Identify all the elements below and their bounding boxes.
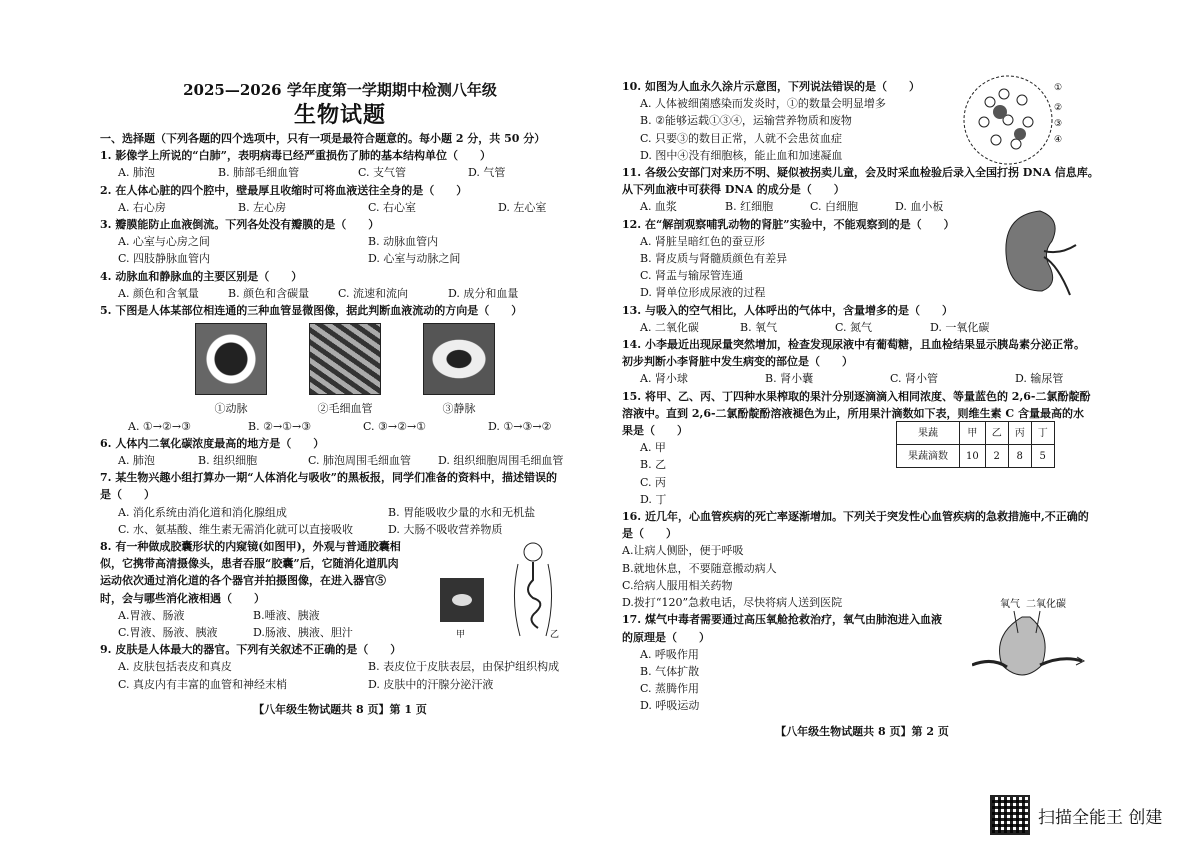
q11-option-a: A. 血浆: [640, 200, 677, 214]
white-cell: [993, 105, 1007, 119]
table-cell: 2: [985, 445, 1008, 468]
q7-options-row1: [100, 504, 580, 521]
q6-option-b: B. 组织细胞: [198, 454, 258, 468]
q15-option-a: A. 甲: [640, 441, 666, 455]
q6-option-d: D. 组织细胞周围毛细血管: [438, 454, 564, 468]
q17-option-b: B. 气体扩散: [640, 664, 700, 678]
q17-option-c: C. 蒸腾作用: [640, 682, 700, 696]
q14-option-c: C. 肾小管: [890, 372, 939, 386]
q13-options: [622, 319, 1102, 336]
q11-option-d: D. 血小板: [895, 200, 944, 214]
q16-option-d: D.拨打“120”急救电话，尽快将病人送到医院: [622, 596, 843, 610]
q4-option-d: D. 成分和血量: [448, 286, 519, 300]
q8-option-b: B.唾液、胰液: [253, 608, 320, 622]
vein-figure: [423, 323, 495, 417]
q3-option-c: C. 四肢静脉血管内: [118, 252, 211, 266]
watermark-text: 扫描全能王 创建: [1038, 807, 1163, 828]
q1-option-c: C. 支气管: [358, 166, 407, 180]
q5-option-a: A. ①→②→③: [128, 419, 191, 433]
q16-option-c: C.给病人服用相关药物: [622, 578, 733, 592]
table-cell: 丙: [1008, 422, 1031, 445]
exam-title: 2025—2026 学年度第一学期期中检测八年级: [183, 81, 497, 99]
blood-smear-figure: [960, 70, 1070, 170]
q3-option-a: A. 心室与心房之间: [118, 235, 210, 249]
capillary-micrograph: [309, 323, 381, 395]
q15-option-b: B. 乙: [640, 458, 667, 472]
q9-stem: 9. 皮肤是人体最大的器官。下列有关叙述不正确的是（ ）: [100, 643, 402, 657]
table-cell: 果蔬滴数: [897, 445, 960, 468]
q3-stem: 3. 瓣膜能防止血液倒流。下列各处没有瓣膜的是（ ）: [100, 218, 380, 232]
vein-micrograph: [423, 323, 495, 395]
q10-option-c: C. 只要③的数目正常，人就不会患贫血症: [640, 131, 843, 145]
kidney-figure: [1000, 205, 1085, 300]
q2-options: [100, 199, 580, 216]
qr-code-icon: [990, 795, 1030, 835]
q14-options: [622, 370, 1102, 387]
q12-stem: 12. 在“解剖观察哺乳动物的肾脏”实验中，不能观察到的是（ ）: [622, 217, 955, 231]
q8-option-c: C.胃液、肠液、胰液: [118, 626, 218, 640]
q7-options-row2: [100, 521, 580, 538]
q2-option-c: C. 右心室: [368, 200, 417, 214]
q15-stem-line1: 15. 将甲、乙、丙、丁四种水果榨取的果汁分别逐滴滴入相同浓度、等量蓝色的 2,6-二氯酚靛酚: [622, 389, 1091, 403]
digestive-tract: [528, 562, 540, 628]
q14-stem-line2: 初步判断小李肾脏中发生病变的部位是（ ）: [622, 355, 853, 369]
fig-label-yi: 乙: [550, 630, 560, 641]
q17-option-d: D. 呼吸运动: [640, 699, 700, 713]
q6-stem: 6. 人体内二氧化碳浓度最高的地方是（ ）: [100, 436, 325, 450]
co2-label: 二氧化碳: [1026, 599, 1066, 611]
q4-option-b: B. 颜色和含碳量: [228, 286, 310, 300]
q10-stem: 10. 如图为人血永久涂片示意图，下列说法错误的是（ ）: [622, 80, 920, 93]
q8-stem-line2: 似，它携带高清摄像头，患者吞服“胶囊”后，它随消化道肌肉: [100, 557, 399, 571]
page-1-footer: 【八年级生物试题共 8 页】第 1 页: [253, 702, 427, 716]
q7-stem-line2: 是（ ）: [100, 488, 155, 502]
q9-option-c: C. 真皮内有丰富的血管和神经末梢: [118, 677, 288, 691]
digestive-system-figure: [438, 540, 578, 640]
q12-option-d: D. 肾单位形成尿液的过程: [640, 286, 766, 300]
watermark: [990, 795, 1162, 835]
q15-stem-line3: 果是（ ）: [622, 424, 688, 438]
q3-options-row2: [100, 250, 580, 267]
q15-option-c: C. 丙: [640, 475, 667, 489]
q3-option-d: D. 心室与动脉之间: [368, 252, 461, 266]
fruit-drops-table: [896, 421, 1055, 468]
table-cell: 5: [1031, 445, 1054, 468]
q4-option-c: C. 流速和流向: [338, 286, 409, 300]
exam-subtitle: 生物试题: [293, 102, 386, 128]
q14-option-b: B. 肾小囊: [765, 372, 814, 386]
q15-stem-line2: 溶液中。直到 2,6-二氯酚靛酚溶液褪色为止，所用果汁滴数如下表，则维生素 C 含量最高的水: [622, 406, 1084, 420]
q11-option-b: B. 红细胞: [725, 200, 774, 214]
q6-options: [100, 452, 580, 469]
oxygen-label: 氧气: [1000, 599, 1020, 611]
q5-figures: [195, 323, 495, 417]
table-cell: 10: [960, 445, 986, 468]
q2-stem: 2. 在人体心脏的四个腔中，壁最厚且收缩时可将血液送往全身的是（ ）: [100, 183, 468, 197]
q17-stem-line1: 17. 煤气中毒者需要通过高压氧舱抢救治疗，氧气由肺泡进入血液: [622, 613, 942, 627]
artery-micrograph: [195, 323, 267, 395]
q13-option-b: B. 氧气: [740, 320, 778, 334]
q10-option-b: B. ②能够运载①③④，运输营养物质和废物: [640, 114, 852, 128]
q16-option-a: A.让病人侧卧，便于呼吸: [622, 544, 744, 558]
q6-option-a: A. 肺泡: [118, 454, 155, 468]
q10-option-d: D. 图中④没有细胞核，能止血和加速凝血: [640, 148, 843, 162]
q5-stem: 5. 下图是人体某部位相连通的三种血管显微图像，据此判断血液流动的方向是（ ）: [100, 304, 523, 318]
q7-option-c: C. 水、氨基酸、维生素无需消化就可以直接吸收: [118, 522, 354, 536]
label-2: ②: [1054, 103, 1063, 113]
q1-option-d: D. 气管: [468, 166, 506, 180]
q16-option-b: B.就地休息，不要随意搬动病人: [622, 561, 777, 575]
q4-options: [100, 285, 580, 302]
q14-option-d: D. 输尿管: [1015, 372, 1064, 386]
q17-option-a: A. 呼吸作用: [640, 647, 699, 661]
q9-options-row2: [100, 676, 580, 693]
q7-option-b: B. 胃能吸收少量的水和无机盐: [388, 505, 536, 519]
q8-block: [100, 538, 580, 641]
vein-label: ③静脉: [442, 402, 476, 416]
label-4: ④: [1054, 135, 1063, 145]
q9-option-b: B. 表皮位于皮肤表层，由保护组织构成: [368, 660, 560, 674]
smear-circle: [964, 76, 1052, 164]
q13-option-d: D. 一氧化碳: [930, 320, 990, 334]
capillary-label: ②毛细血管: [317, 402, 373, 416]
q5-option-b: B. ②→①→③: [248, 419, 312, 433]
q4-stem: 4. 动脉血和静脉血的主要区别是（ ）: [100, 269, 303, 283]
table-row: [897, 445, 1055, 468]
q12-option-b: B. 肾皮质与肾髓质颜色有差异: [640, 252, 788, 266]
q4-option-a: A. 颜色和含氧量: [118, 286, 199, 300]
q9-option-d: D. 皮肤中的汗腺分泌汗液: [368, 677, 494, 691]
q8-stem-line3: 运动依次通过消化道的各个器官并拍摄图像，在进入器官⑤: [100, 574, 386, 588]
section-heading: 一、选择题（下列各题的四个选项中，只有一项是最符合题意的。每小题 2 分，共 50 分）: [100, 132, 546, 145]
q11-option-c: C. 白细胞: [810, 200, 859, 214]
q7-stem-line1: 7. 某生物兴趣小组打算办一期“人体消化与吸收”的黑板报，同学们准备的资料中，描述错误的: [100, 471, 557, 485]
q5-option-d: D. ①→③→②: [488, 419, 552, 433]
q3-option-b: B. 动脉血管内: [368, 235, 439, 249]
q5-option-c: C. ③→②→①: [363, 419, 427, 433]
table-cell: 甲: [960, 422, 986, 445]
artery-label: ①动脉: [214, 402, 248, 416]
q1-options: [100, 164, 580, 181]
capillary-figure: [309, 323, 381, 417]
q13-stem: 13. 与吸入的空气相比，人体呼出的气体中，含量增多的是（ ）: [622, 303, 953, 317]
q8-stem-line4: 时，会与哪些消化液相遇（ ）: [100, 591, 265, 605]
q11-stem-line1: 11. 各级公安部门对来历不明、疑似被拐卖儿童，会及时采血检验后录入全国打拐 DNA 信息库。: [622, 166, 1099, 180]
label-1: ①: [1054, 83, 1063, 93]
artery-figure: [195, 323, 267, 417]
q8-option-a: A.胃液、肠液: [118, 608, 185, 622]
table-row: [897, 422, 1055, 445]
table-cell: 乙: [985, 422, 1008, 445]
q16-stem-line2: 是（ ）: [622, 527, 677, 541]
q8-option-d: D.肠液、胰液、胆汁: [253, 626, 353, 640]
q13-option-c: C. 氮气: [835, 320, 873, 334]
q8-stem-line1: 8. 有一种做成胶囊形状的内窥镜(如图甲)，外观与普通胶囊相: [100, 540, 401, 554]
q15-option-d: D. 丁: [640, 492, 667, 506]
q17-stem-line2: 的原理是（ ）: [622, 630, 710, 644]
q14-option-a: A. 肾小球: [640, 372, 688, 386]
page-2-footer: 【八年级生物试题共 8 页】第 2 页: [775, 724, 949, 738]
table-cell: 果蔬: [897, 422, 960, 445]
q2-option-d: D. 左心室: [498, 200, 547, 214]
head-outline: [524, 543, 542, 561]
q1-option-b: B. 肺部毛细血管: [218, 166, 300, 180]
capillary-right: [1040, 659, 1082, 665]
q2-option-b: B. 左心房: [238, 200, 287, 214]
q1-option-a: A. 肺泡: [118, 166, 155, 180]
fig-label-jia: 甲: [456, 630, 466, 641]
q13-option-a: A. 二氧化碳: [640, 320, 699, 334]
q12-option-c: C. 肾盂与输尿管连通: [640, 269, 744, 283]
alveolus-figure: [972, 595, 1092, 690]
q14-stem-line1: 14. 小李最近出现尿量突然增加，检查发现尿液中有葡萄糖，且血检结果显示胰岛素分泌正常。: [622, 338, 1085, 352]
q6-option-c: C. 肺泡周围毛细血管: [308, 454, 412, 468]
q5-options: [100, 418, 580, 435]
page-1: [100, 70, 580, 718]
q1-stem: 1. 影像学上所说的“白肺”，表明病毒已经严重损伤了肺的基本结构单位（ ）: [100, 149, 491, 163]
q11-stem-line2: 从下列血液中可获得 DNA 的成分是（ ）: [622, 183, 845, 197]
q7-option-d: D. 大肠不吸收营养物质: [388, 522, 503, 536]
q7-option-a: A. 消化系统由消化道和消化腺组成: [118, 505, 287, 519]
q10-option-a: A. 人体被细菌感染而发炎时，①的数量会明显增多: [640, 97, 886, 111]
page-2: [622, 78, 1102, 740]
table-cell: 丁: [1031, 422, 1054, 445]
q3-options-row1: [100, 233, 580, 250]
q12-option-a: A. 肾脏呈暗红色的蚕豆形: [640, 234, 765, 248]
table-cell: 8: [1008, 445, 1031, 468]
q9-options-row1: [100, 658, 580, 675]
q9-option-a: A. 皮肤包括表皮和真皮: [118, 660, 232, 674]
q16-stem-line1: 16. 近几年，心血管疾病的死亡率逐渐增加。下列关于突发性心血管疾病的急救措施中,不正确的: [622, 510, 1089, 524]
label-3: ③: [1054, 119, 1063, 129]
capsule-icon: [452, 594, 472, 606]
q2-option-a: A. 右心房: [118, 200, 166, 214]
white-cell: [1014, 128, 1026, 140]
